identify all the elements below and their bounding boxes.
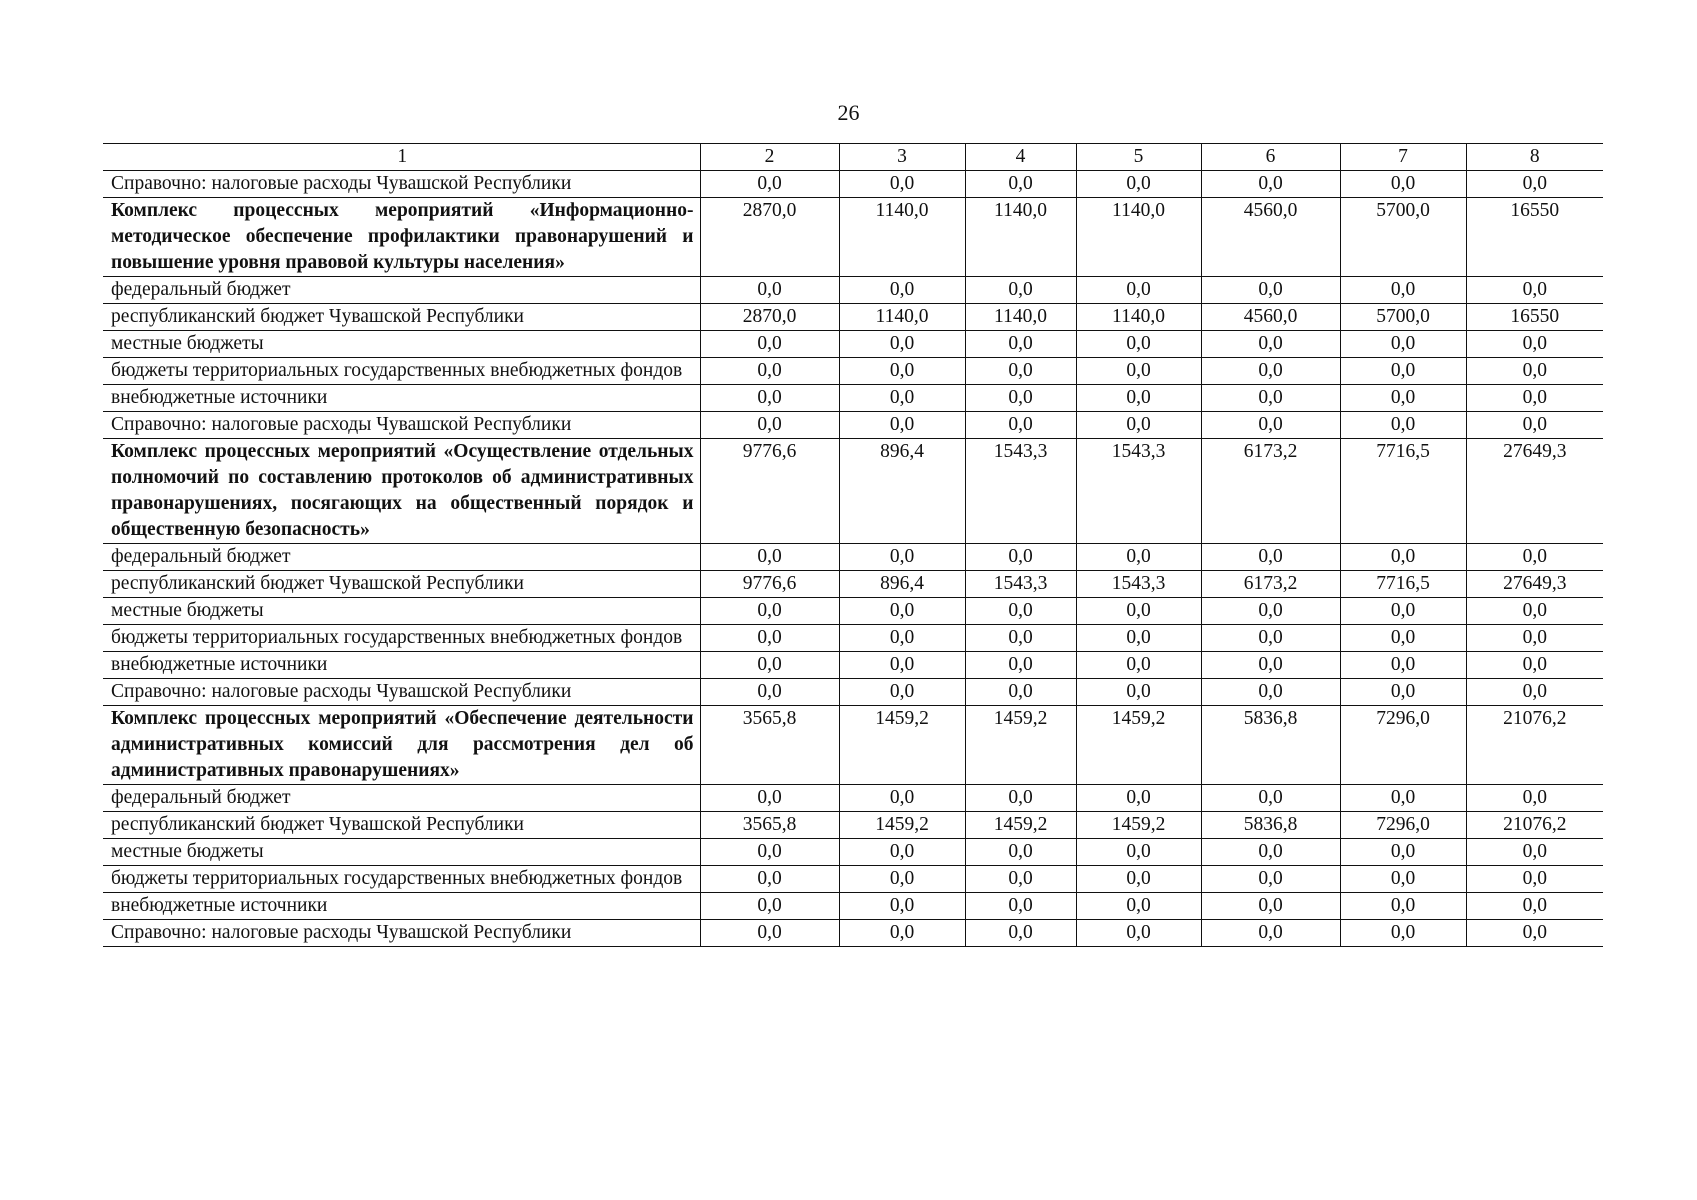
column-number: 6 xyxy=(1201,144,1340,171)
table-row xyxy=(103,385,1603,412)
value-cell: 0,0 xyxy=(700,893,839,920)
page-number: 26 xyxy=(837,100,860,125)
value-cell: 1459,2 xyxy=(1076,812,1201,839)
value-cell: 0,0 xyxy=(1201,358,1340,385)
value-cell: 0,0 xyxy=(1340,544,1466,571)
value-cell: 0,0 xyxy=(700,679,839,706)
value-cell: 0,0 xyxy=(1201,331,1340,358)
row-label: республиканский бюджет Чувашской Республики xyxy=(103,304,700,331)
value-cell: 0,0 xyxy=(839,679,965,706)
value-cell: 0,0 xyxy=(965,785,1076,812)
value-cell: 0,0 xyxy=(1076,625,1201,652)
value-cell: 0,0 xyxy=(1466,625,1603,652)
program-row xyxy=(103,198,1603,277)
row-label: Комплекс процессных мероприятий «Информационно-методическое обеспечение профилактики правонарушений и повышение уровня правовой культуры населения» xyxy=(103,198,700,277)
table-row xyxy=(103,625,1603,652)
value-cell: 1140,0 xyxy=(965,304,1076,331)
value-cell: 0,0 xyxy=(1466,544,1603,571)
value-cell: 0,0 xyxy=(1466,358,1603,385)
row-label: бюджеты территориальных государственных внебюджетных фондов xyxy=(103,358,700,385)
table-row xyxy=(103,571,1603,598)
value-cell: 0,0 xyxy=(1201,171,1340,198)
value-cell: 0,0 xyxy=(839,652,965,679)
table-row xyxy=(103,171,1603,198)
value-cell: 0,0 xyxy=(1466,412,1603,439)
value-cell: 5700,0 xyxy=(1340,198,1466,277)
budget-table xyxy=(103,143,1603,947)
value-cell: 0,0 xyxy=(1340,598,1466,625)
table-row xyxy=(103,544,1603,571)
value-cell: 1140,0 xyxy=(1076,304,1201,331)
value-cell: 0,0 xyxy=(1340,839,1466,866)
value-cell: 4560,0 xyxy=(1201,304,1340,331)
value-cell: 0,0 xyxy=(1340,331,1466,358)
value-cell: 1543,3 xyxy=(1076,439,1201,544)
value-cell: 0,0 xyxy=(700,652,839,679)
value-cell: 1543,3 xyxy=(1076,571,1201,598)
value-cell: 0,0 xyxy=(1201,839,1340,866)
value-cell: 0,0 xyxy=(1340,171,1466,198)
value-cell: 0,0 xyxy=(1076,785,1201,812)
value-cell: 0,0 xyxy=(1201,385,1340,412)
value-cell: 0,0 xyxy=(965,544,1076,571)
value-cell: 0,0 xyxy=(839,358,965,385)
value-cell: 0,0 xyxy=(965,331,1076,358)
table-row xyxy=(103,358,1603,385)
value-cell: 0,0 xyxy=(1201,920,1340,947)
value-cell: 0,0 xyxy=(839,893,965,920)
value-cell: 0,0 xyxy=(839,598,965,625)
value-cell: 0,0 xyxy=(1201,277,1340,304)
value-cell: 1459,2 xyxy=(839,812,965,839)
value-cell: 0,0 xyxy=(965,893,1076,920)
value-cell: 0,0 xyxy=(1340,866,1466,893)
value-cell: 0,0 xyxy=(1466,598,1603,625)
value-cell: 0,0 xyxy=(839,412,965,439)
table-row xyxy=(103,893,1603,920)
value-cell: 0,0 xyxy=(1076,412,1201,439)
value-cell: 0,0 xyxy=(700,171,839,198)
table-row xyxy=(103,812,1603,839)
value-cell: 0,0 xyxy=(1076,598,1201,625)
value-cell: 0,0 xyxy=(700,544,839,571)
row-label: Справочно: налоговые расходы Чувашской Республики xyxy=(103,920,700,947)
value-cell: 0,0 xyxy=(965,171,1076,198)
value-cell: 0,0 xyxy=(1201,785,1340,812)
value-cell: 0,0 xyxy=(839,625,965,652)
value-cell: 0,0 xyxy=(1466,331,1603,358)
value-cell: 1459,2 xyxy=(1076,706,1201,785)
value-cell: 0,0 xyxy=(839,544,965,571)
value-cell: 0,0 xyxy=(965,920,1076,947)
value-cell: 0,0 xyxy=(965,385,1076,412)
value-cell: 3565,8 xyxy=(700,812,839,839)
value-cell: 7296,0 xyxy=(1340,812,1466,839)
value-cell: 7716,5 xyxy=(1340,571,1466,598)
value-cell: 0,0 xyxy=(839,866,965,893)
value-cell: 0,0 xyxy=(1340,785,1466,812)
value-cell: 0,0 xyxy=(965,679,1076,706)
row-label: местные бюджеты xyxy=(103,839,700,866)
value-cell: 0,0 xyxy=(700,412,839,439)
row-label: республиканский бюджет Чувашской Республики xyxy=(103,812,700,839)
row-label: республиканский бюджет Чувашской Республики xyxy=(103,571,700,598)
value-cell: 0,0 xyxy=(839,277,965,304)
value-cell: 0,0 xyxy=(700,785,839,812)
value-cell: 21076,2 xyxy=(1466,706,1603,785)
row-label: внебюджетные источники xyxy=(103,385,700,412)
value-cell: 0,0 xyxy=(1340,385,1466,412)
value-cell: 0,0 xyxy=(1340,277,1466,304)
table-row xyxy=(103,785,1603,812)
table-row xyxy=(103,679,1603,706)
value-cell: 0,0 xyxy=(1466,893,1603,920)
value-cell: 0,0 xyxy=(965,598,1076,625)
table-row xyxy=(103,839,1603,866)
value-cell: 0,0 xyxy=(1076,679,1201,706)
value-cell: 1459,2 xyxy=(965,812,1076,839)
value-cell: 0,0 xyxy=(1076,866,1201,893)
value-cell: 0,0 xyxy=(1201,866,1340,893)
value-cell: 0,0 xyxy=(839,385,965,412)
value-cell: 0,0 xyxy=(1466,866,1603,893)
value-cell: 0,0 xyxy=(839,785,965,812)
value-cell: 27649,3 xyxy=(1466,571,1603,598)
value-cell: 0,0 xyxy=(1466,171,1603,198)
value-cell: 9776,6 xyxy=(700,439,839,544)
value-cell: 0,0 xyxy=(1076,544,1201,571)
value-cell: 896,4 xyxy=(839,571,965,598)
value-cell: 0,0 xyxy=(965,866,1076,893)
value-cell: 0,0 xyxy=(1340,652,1466,679)
value-cell: 0,0 xyxy=(1201,679,1340,706)
value-cell: 0,0 xyxy=(1340,920,1466,947)
value-cell: 0,0 xyxy=(965,277,1076,304)
column-number: 2 xyxy=(700,144,839,171)
value-cell: 0,0 xyxy=(1076,277,1201,304)
row-label: бюджеты территориальных государственных внебюджетных фондов xyxy=(103,866,700,893)
value-cell: 0,0 xyxy=(1466,679,1603,706)
value-cell: 0,0 xyxy=(839,331,965,358)
value-cell: 9776,6 xyxy=(700,571,839,598)
value-cell: 0,0 xyxy=(965,625,1076,652)
value-cell: 2870,0 xyxy=(700,198,839,277)
value-cell: 6173,2 xyxy=(1201,571,1340,598)
value-cell: 0,0 xyxy=(1466,785,1603,812)
row-label: внебюджетные источники xyxy=(103,893,700,920)
value-cell: 0,0 xyxy=(839,171,965,198)
value-cell: 0,0 xyxy=(700,839,839,866)
value-cell: 0,0 xyxy=(1340,625,1466,652)
value-cell: 1459,2 xyxy=(965,706,1076,785)
table-row xyxy=(103,331,1603,358)
value-cell: 0,0 xyxy=(1076,331,1201,358)
value-cell: 4560,0 xyxy=(1201,198,1340,277)
value-cell: 1140,0 xyxy=(839,304,965,331)
table-row xyxy=(103,412,1603,439)
row-label: Комплекс процессных мероприятий «Осуществление отдельных полномочий по составлению протоколов об административных правонарушениях, посягающих на общественный порядок и общественную безопасность» xyxy=(103,439,700,544)
value-cell: 27649,3 xyxy=(1466,439,1603,544)
value-cell: 0,0 xyxy=(1201,412,1340,439)
row-label: Комплекс процессных мероприятий «Обеспечение деятельности административных комиссий для рассмотрения дел об административных правонарушениях» xyxy=(103,706,700,785)
value-cell: 1140,0 xyxy=(965,198,1076,277)
row-label: местные бюджеты xyxy=(103,598,700,625)
row-label: федеральный бюджет xyxy=(103,544,700,571)
row-label: федеральный бюджет xyxy=(103,785,700,812)
table-row xyxy=(103,652,1603,679)
value-cell: 0,0 xyxy=(700,331,839,358)
value-cell: 0,0 xyxy=(1076,893,1201,920)
value-cell: 1140,0 xyxy=(1076,198,1201,277)
value-cell: 0,0 xyxy=(700,625,839,652)
value-cell: 1543,3 xyxy=(965,439,1076,544)
column-number: 5 xyxy=(1076,144,1201,171)
value-cell: 0,0 xyxy=(965,412,1076,439)
column-number: 8 xyxy=(1466,144,1603,171)
column-number-row xyxy=(103,144,1603,171)
value-cell: 5700,0 xyxy=(1340,304,1466,331)
value-cell: 5836,8 xyxy=(1201,812,1340,839)
value-cell: 0,0 xyxy=(839,920,965,947)
table-row xyxy=(103,598,1603,625)
value-cell: 7716,5 xyxy=(1340,439,1466,544)
column-number: 7 xyxy=(1340,144,1466,171)
value-cell: 0,0 xyxy=(1201,544,1340,571)
value-cell: 0,0 xyxy=(1340,679,1466,706)
value-cell: 21076,2 xyxy=(1466,812,1603,839)
value-cell: 1459,2 xyxy=(839,706,965,785)
value-cell: 0,0 xyxy=(965,652,1076,679)
table-row xyxy=(103,866,1603,893)
value-cell: 0,0 xyxy=(700,920,839,947)
value-cell: 0,0 xyxy=(700,598,839,625)
value-cell: 0,0 xyxy=(1201,625,1340,652)
row-label: бюджеты территориальных государственных внебюджетных фондов xyxy=(103,625,700,652)
value-cell: 0,0 xyxy=(1076,358,1201,385)
table-row xyxy=(103,304,1603,331)
value-cell: 0,0 xyxy=(1466,920,1603,947)
row-label: внебюджетные источники xyxy=(103,652,700,679)
value-cell: 0,0 xyxy=(1466,839,1603,866)
value-cell: 0,0 xyxy=(1201,893,1340,920)
value-cell: 0,0 xyxy=(1201,598,1340,625)
value-cell: 0,0 xyxy=(1340,358,1466,385)
value-cell: 0,0 xyxy=(839,839,965,866)
value-cell: 896,4 xyxy=(839,439,965,544)
value-cell: 16550 xyxy=(1466,304,1603,331)
value-cell: 0,0 xyxy=(700,358,839,385)
value-cell: 0,0 xyxy=(1466,277,1603,304)
column-number: 3 xyxy=(839,144,965,171)
value-cell: 0,0 xyxy=(700,385,839,412)
value-cell: 0,0 xyxy=(1466,385,1603,412)
value-cell: 16550 xyxy=(1466,198,1603,277)
row-label: местные бюджеты xyxy=(103,331,700,358)
program-row xyxy=(103,706,1603,785)
value-cell: 0,0 xyxy=(1340,893,1466,920)
column-number: 4 xyxy=(965,144,1076,171)
column-number: 1 xyxy=(103,144,700,171)
row-label: Справочно: налоговые расходы Чувашской Республики xyxy=(103,171,700,198)
table-row xyxy=(103,277,1603,304)
value-cell: 0,0 xyxy=(965,839,1076,866)
value-cell: 0,0 xyxy=(700,866,839,893)
row-label: федеральный бюджет xyxy=(103,277,700,304)
value-cell: 6173,2 xyxy=(1201,439,1340,544)
value-cell: 0,0 xyxy=(1201,652,1340,679)
value-cell: 1543,3 xyxy=(965,571,1076,598)
value-cell: 2870,0 xyxy=(700,304,839,331)
value-cell: 0,0 xyxy=(1076,171,1201,198)
value-cell: 0,0 xyxy=(1076,652,1201,679)
value-cell: 0,0 xyxy=(1466,652,1603,679)
value-cell: 1140,0 xyxy=(839,198,965,277)
program-row xyxy=(103,439,1603,544)
value-cell: 0,0 xyxy=(1076,839,1201,866)
value-cell: 3565,8 xyxy=(700,706,839,785)
value-cell: 7296,0 xyxy=(1340,706,1466,785)
value-cell: 0,0 xyxy=(700,277,839,304)
table-row xyxy=(103,920,1603,947)
table-body xyxy=(103,144,1603,947)
value-cell: 0,0 xyxy=(965,358,1076,385)
row-label: Справочно: налоговые расходы Чувашской Республики xyxy=(103,412,700,439)
value-cell: 0,0 xyxy=(1340,412,1466,439)
value-cell: 0,0 xyxy=(1076,385,1201,412)
row-label: Справочно: налоговые расходы Чувашской Республики xyxy=(103,679,700,706)
value-cell: 5836,8 xyxy=(1201,706,1340,785)
value-cell: 0,0 xyxy=(1076,920,1201,947)
